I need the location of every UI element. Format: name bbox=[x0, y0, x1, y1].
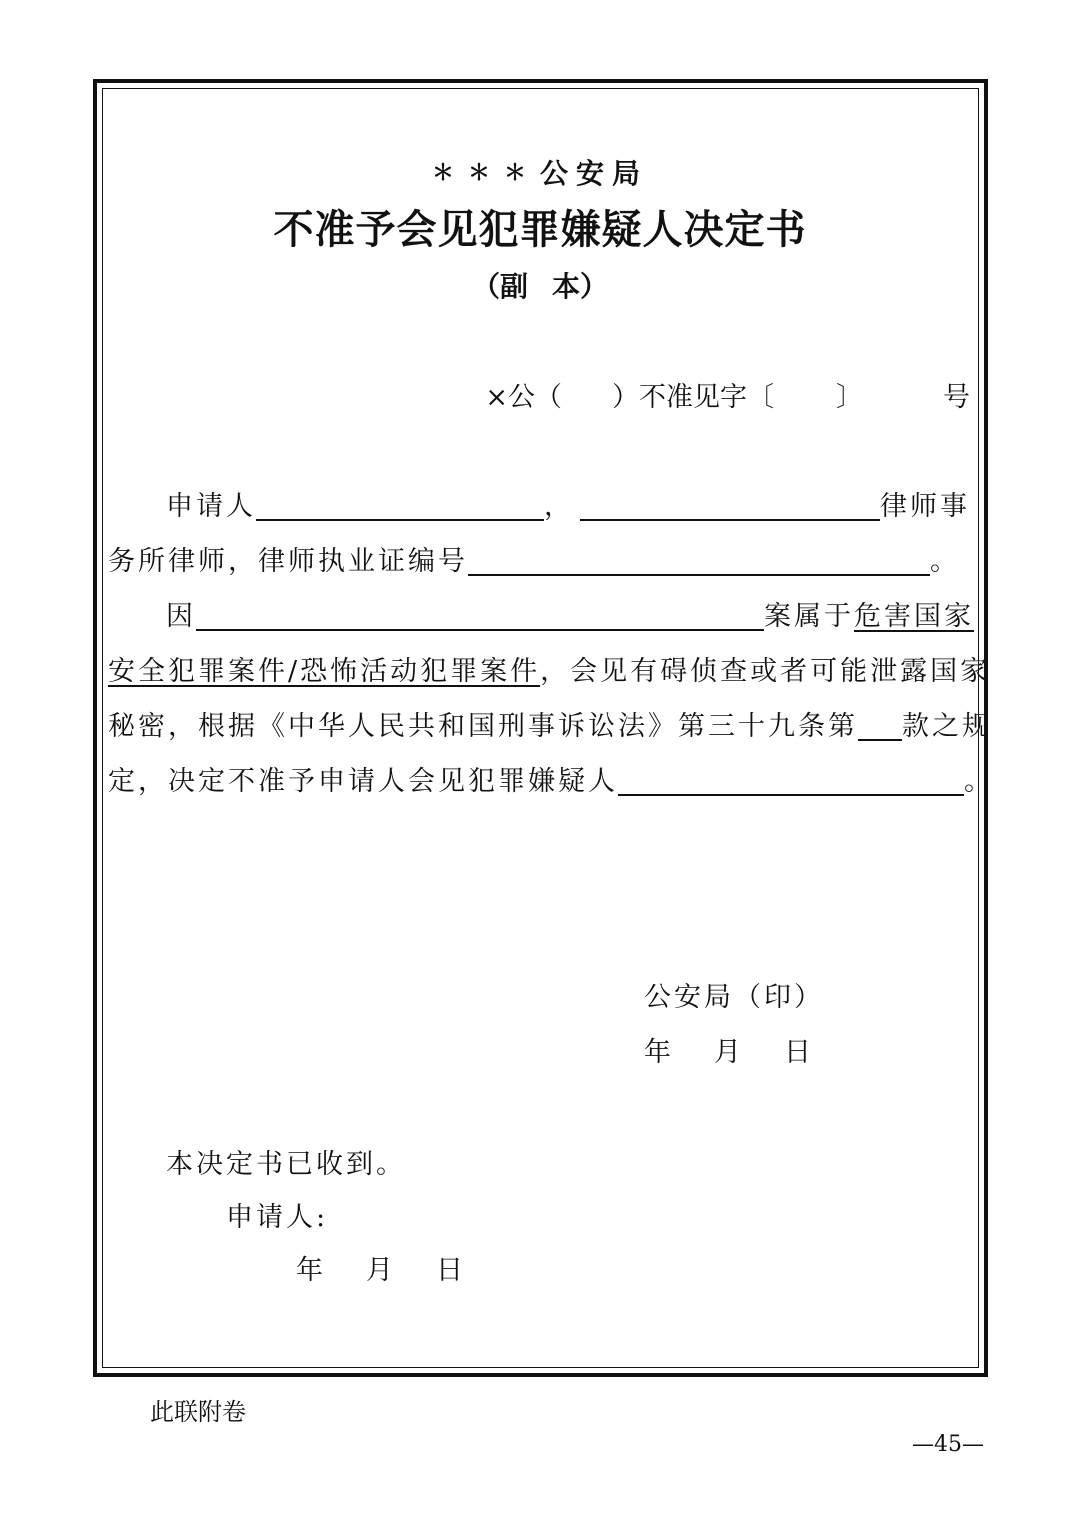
page-number: —45— bbox=[912, 1432, 984, 1457]
reason-text: ，会见有碍侦查或者可能泄露国家 bbox=[540, 656, 991, 687]
issuer-month: 月 bbox=[714, 1037, 744, 1068]
case-type-part1: 危害国家 bbox=[854, 601, 974, 632]
lawyer-license-label: 务所律师，律师执业证编号 bbox=[108, 546, 468, 577]
receipt-text: 本决定书已收到。 bbox=[166, 1149, 406, 1180]
agency-placeholder-stars: ＊＊＊ bbox=[431, 160, 540, 186]
law-firm-label: 律师事 bbox=[880, 491, 970, 522]
legal-basis-line bbox=[108, 704, 992, 743]
case-belongs-label: 案属于 bbox=[764, 601, 854, 632]
license-number-field[interactable] bbox=[468, 544, 930, 576]
suspect-name-field[interactable] bbox=[618, 764, 964, 796]
doc-number-prefix: ×公（ bbox=[485, 382, 562, 413]
doc-number-suffix: 号 bbox=[943, 382, 970, 413]
applicant-name-field[interactable] bbox=[256, 489, 544, 521]
doc-number-middle: ）不准见字〔 bbox=[612, 382, 774, 413]
comma: ， bbox=[544, 491, 574, 522]
agency-heading bbox=[0, 152, 1080, 192]
attachment-note: 此联附卷 bbox=[150, 1398, 246, 1426]
receipt-day: 日 bbox=[436, 1255, 466, 1286]
doc-number-bracket-close: 〕 bbox=[836, 382, 863, 413]
document-number bbox=[485, 375, 970, 414]
receipt-applicant-sign: 申请人: bbox=[226, 1202, 329, 1233]
issuer-date bbox=[644, 1030, 814, 1069]
case-type-part2: 安全犯罪案件/恐怖活动犯罪案件 bbox=[108, 656, 541, 687]
receipt-month: 月 bbox=[366, 1255, 396, 1286]
copy-label bbox=[0, 265, 1080, 305]
decision-text: 定，决定不准予申请人会见犯罪嫌疑人 bbox=[108, 766, 618, 797]
period-end: 。 bbox=[964, 766, 994, 797]
applicant-label: 申请人 bbox=[166, 491, 256, 522]
legal-basis-end: 款之规 bbox=[902, 711, 992, 742]
agency-name: 公安局 bbox=[540, 157, 649, 190]
issuer-seal: 公安局（印） bbox=[644, 982, 824, 1013]
receipt-year: 年 bbox=[296, 1255, 326, 1286]
case-type-line bbox=[108, 649, 990, 688]
document-title: 不准予会见犯罪嫌疑人决定书 bbox=[273, 206, 807, 253]
period: 。 bbox=[930, 546, 960, 577]
copy-label-open: （副 bbox=[471, 270, 528, 303]
legal-basis-text: 秘密，根据《中华人民共和国刑事诉讼法》第三十九条第 bbox=[108, 711, 858, 742]
copy-label-close: 本） bbox=[552, 270, 609, 303]
applicant-line bbox=[166, 484, 970, 523]
because-label: 因 bbox=[166, 601, 196, 632]
case-line bbox=[166, 594, 974, 633]
decision-line bbox=[108, 759, 994, 798]
case-name-field[interactable] bbox=[196, 599, 764, 631]
issuer-day: 日 bbox=[784, 1037, 814, 1068]
law-firm-field[interactable] bbox=[580, 489, 880, 521]
lawyer-license-line bbox=[108, 539, 960, 578]
issuer-year: 年 bbox=[644, 1037, 674, 1068]
clause-number-field[interactable] bbox=[858, 709, 902, 741]
receipt-date bbox=[296, 1248, 466, 1287]
